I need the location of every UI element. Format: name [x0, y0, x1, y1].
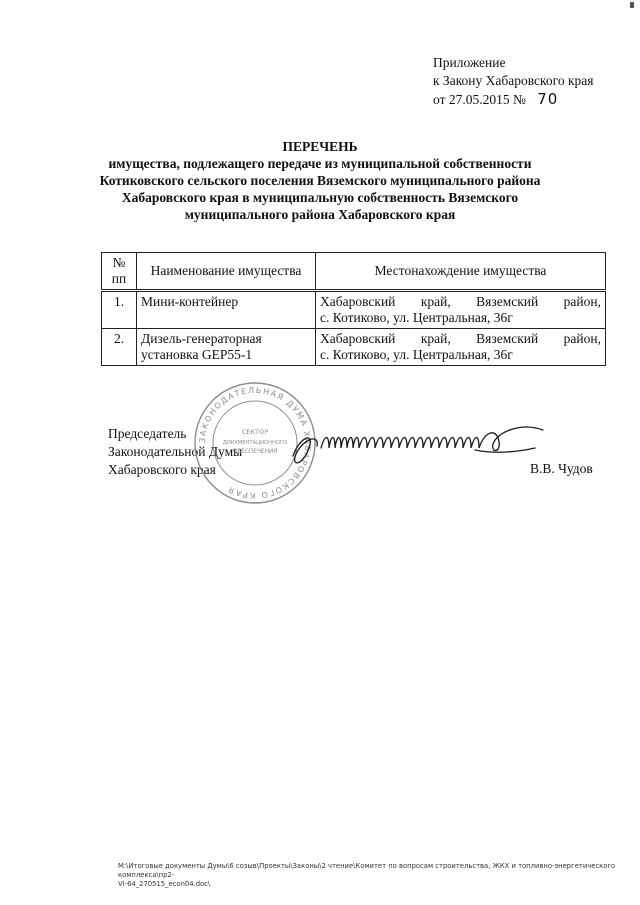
document-title [60, 138, 580, 223]
row-location-line-2: с. Котиково, ул. Центральная, 36г [320, 310, 513, 325]
appendix-line-3 [433, 90, 594, 109]
row-number: 1. [102, 291, 137, 329]
appendix-line-2: к Закону Хабаровского края [433, 73, 594, 88]
stamp-center-line-3: ОБЕСПЕЧЕНИЯ [232, 449, 278, 455]
row-location [316, 329, 606, 366]
header-number-line-1: № [112, 255, 126, 270]
header-location: Местонахождение имущества [316, 253, 606, 291]
property-table [101, 252, 606, 366]
row-name [137, 329, 316, 366]
appendix-number: 70 [537, 90, 559, 108]
table-header-row [102, 253, 606, 291]
row-location-line-1: Хабаровский край, Вяземский район, [320, 294, 601, 309]
file-path-footer [118, 862, 618, 889]
appendix-header [433, 54, 594, 109]
table-row [102, 291, 606, 329]
title-line-1: имущества, подлежащего передаче из муниципальной собственности [108, 156, 532, 171]
stamp-center-line-1: СЕКТОР [241, 428, 269, 436]
footer-line-2: VI-64_270515_econ04.doc\ [118, 880, 211, 888]
signatory-name: В.В. Чудов [530, 461, 593, 476]
scan-mark [630, 2, 634, 8]
footer-line-1: M:\Итоговые документы Думы\6 созыв\Проекты\Законы\2 чтение\Комитет по вопросам строительства, ЖКХ и топливно-энергетического комплекса\пр2- [118, 862, 616, 879]
appendix-line-1: Приложение [433, 55, 506, 70]
signatory-line-3: Хабаровского края [108, 462, 216, 477]
row-name [137, 291, 316, 329]
table-row [102, 329, 606, 366]
row-name-line-1: Мини-контейнер [141, 294, 239, 309]
header-number-line-2: пп [111, 271, 127, 286]
stamp-ring-text: ЗАКОНОДАТЕЛЬНАЯ ДУМА ХАБАРОВСКОГО КРАЯ [197, 385, 313, 501]
signatory-line-1: Председатель [108, 426, 187, 441]
row-name-line-2: установка GEP55-1 [141, 347, 253, 362]
header-number [102, 253, 137, 291]
header-name: Наименование имущества [137, 253, 316, 291]
row-number: 2. [102, 329, 137, 366]
row-location-line-2: с. Котиково, ул. Центральная, 36г [320, 347, 513, 362]
row-name-line-1: Дизель-генераторная [141, 331, 262, 346]
row-location-line-1: Хабаровский край, Вяземский район, [320, 331, 601, 346]
title-line-3: Хабаровского края в муниципальную собственность Вяземского [121, 190, 519, 205]
title-heading: ПЕРЕЧЕНЬ [282, 139, 358, 154]
title-line-2: Котиковского сельского поселения Вяземского муниципального района [99, 173, 541, 188]
signatory-line-2: Законодательной Думы [108, 444, 243, 459]
stamp-center-line-2: ДОКУМЕНТАЦИОННОГО [222, 440, 288, 446]
row-location [316, 291, 606, 329]
appendix-date: от 27.05.2015 № [433, 92, 526, 107]
title-line-4: муниципального района Хабаровского края [184, 207, 456, 222]
handwritten-signature [285, 408, 555, 478]
